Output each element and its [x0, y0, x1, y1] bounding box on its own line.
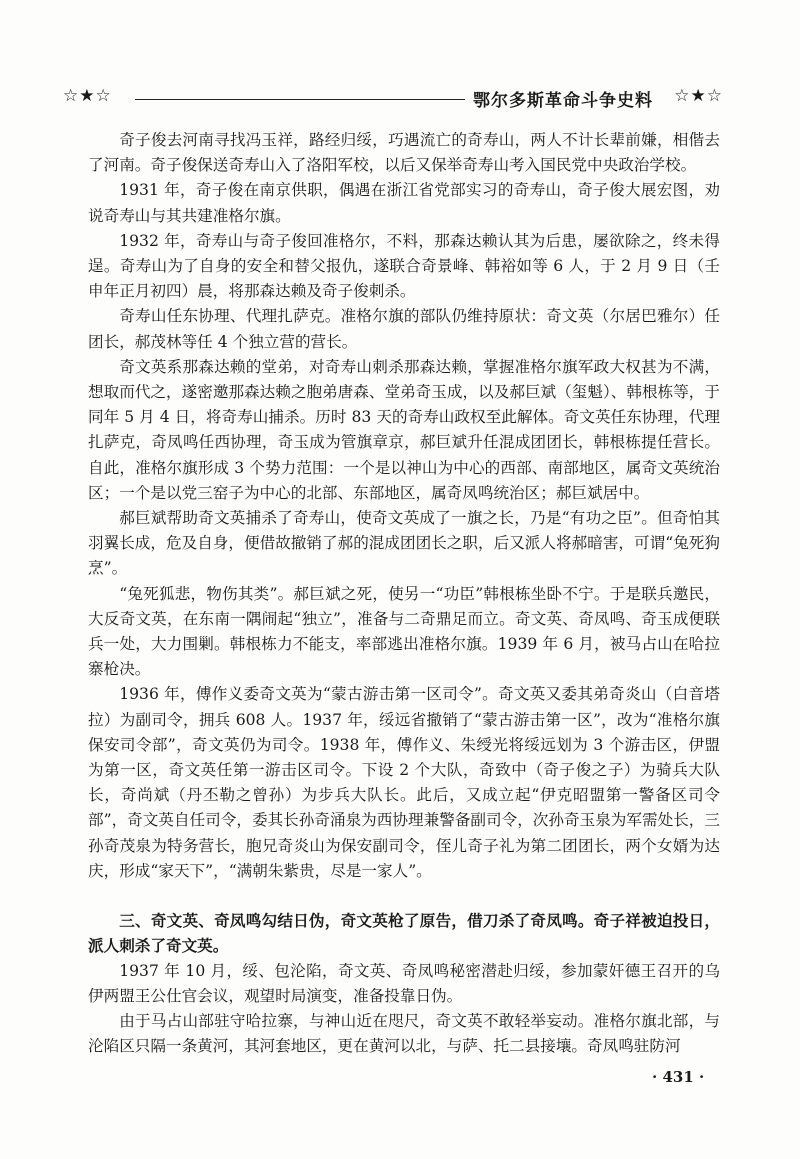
paragraph-9: 1937 年 10 月，绥、包沦陷，奇文英、奇凤鸣秘密潜赴归绥，参加蒙奸德王召开的乌伊两盟王公仕官会议，观望时局演变，准备投靠日伪。 — [88, 961, 720, 1005]
paragraph-7: “兔死狐悲，物伤其类”。郝巨斌之死，使另一“功臣”韩根栋坐卧不宁。于是联兵邀民，大反奇文英，在东南一隅闹起“独立”，准备与二奇鼎足而立。奇文英、奇凤鸣、奇玉成便联兵一处，大力围剿。韩根栋力不能支，率部逃出准格尔旗。1939 年 6 月，被马占山在哈拉寨枪决。 — [88, 584, 720, 679]
body-text — [88, 128, 720, 1059]
paragraph-5: 奇文英系那森达赖的堂弟，对奇寿山刺杀那森达赖，掌握准格尔旗军政大权甚为不满，想取而代之，遂密邀那森达赖之胞弟唐森、堂弟奇玉成，以及郝巨斌（玺魁）、韩根栋等，于同年 5 月 4 日，将奇寿山捕杀。历时 83 天的奇寿山政权至此解体。奇文英任东协理，代理扎萨克，奇凤鸣任西协理，奇玉成为管旗章京，郝巨斌升任混成团团长，韩根栋提任营长。自此，准格尔旗形成 3 个势力范围：一个是以神山为中心的西部、南部地区，属奇文英统治区；一个是以党三窑子为中心的北部、东部地区，属奇凤鸣统治区；郝巨斌居中。 — [88, 357, 720, 502]
section-heading: 三、奇文英、奇凤鸣勾结日伪，奇文英枪了原告，借刀杀了奇凤鸣。奇子祥被迫投日，派人刺杀了奇文英。 — [88, 911, 720, 956]
header-rule — [135, 99, 465, 100]
header-stars-right: ☆★☆ — [674, 86, 723, 106]
paragraph-6: 郝巨斌帮助奇文英捕杀了奇寿山，使奇文英成了一旗之长，乃是“有功之臣”。但奇怕其羽翼长成，危及自身，便借故撤销了郝的混成团团长之职，后又派人将郝暗害，可谓“兔死狗烹”。 — [88, 509, 720, 578]
paragraph-10: 由于马占山部驻守哈拉寨，与神山近在咫尺，奇文英不敢轻举妄动。准格尔旗北部，与沦陷区只隔一条黄河，其河套地区，更在黄河以北，与萨、托二县接壤。奇凤鸣驻防河 — [88, 1011, 720, 1056]
paragraph-2: 1931 年，奇子俊在南京供职，偶遇在浙江省党部实习的奇寿山，奇子俊大展宏图，劝说奇寿山与其共建准格尔旗。 — [88, 181, 720, 225]
paragraph-1: 奇子俊去河南寻找冯玉祥，路经归绥，巧遇流亡的奇寿山，两人不计长辈前嫌，相偕去了河南。奇子俊保送奇寿山入了洛阳军校，以后又保举奇寿山考入国民党中央政治学校。 — [88, 131, 720, 175]
running-header — [63, 86, 723, 112]
section-gap — [88, 884, 720, 908]
header-title: 鄂尔多斯革命斗争史料 — [473, 91, 653, 111]
paragraph-4: 奇寿山任东协理、代理扎萨克。准格尔旗的部队仍维持原状：奇文英（尔居巴雅尔）任团长，郝茂林等任 4 个独立营的营长。 — [88, 307, 720, 351]
page-number: · 431 · — [652, 1068, 705, 1086]
paragraph-8: 1936 年，傅作义委奇文英为“蒙古游击第一区司令”。奇文英又委其弟奇炎山（白音塔拉）为副司令，拥兵 608 人。1937 年，绥远省撤销了“蒙古游击第一区”，改为“准格尔旗保安司令部”，奇文英仍为司令。1938 年，傅作义、朱绶光将绥远划为 3 个游击区，伊盟为第一区，奇文英任第一游击区司令。下设 2 个大队，奇致中（奇子俊之子）为骑兵大队长，奇尚斌（丹丕勒之曾孙）为步兵大队长。此后，又成立起“伊克昭盟第一警备区司令部”，奇文英自任司令，委其长孙奇涌泉为西协理兼警备副司令，次孙奇玉泉为军需处长，三孙奇茂泉为特务营长，胞兄奇炎山为保安副司令，侄儿奇子礼为第二团团长，两个女婿为达庆，形成“家天下”，“满朝朱紫贵，尽是一家人”。 — [88, 685, 720, 880]
header-stars-left: ☆★☆ — [63, 86, 112, 106]
paragraph-3: 1932 年，奇寿山与奇子俊回准格尔，不料，那森达赖认其为后患，屡欲除之，终未得逞。奇寿山为了自身的安全和替父报仇，遂联合奇景峰、韩裕如等 6 人，于 2 月 9 日（壬申年正月初四）晨，将那森达赖及奇子俊刺杀。 — [88, 231, 720, 301]
